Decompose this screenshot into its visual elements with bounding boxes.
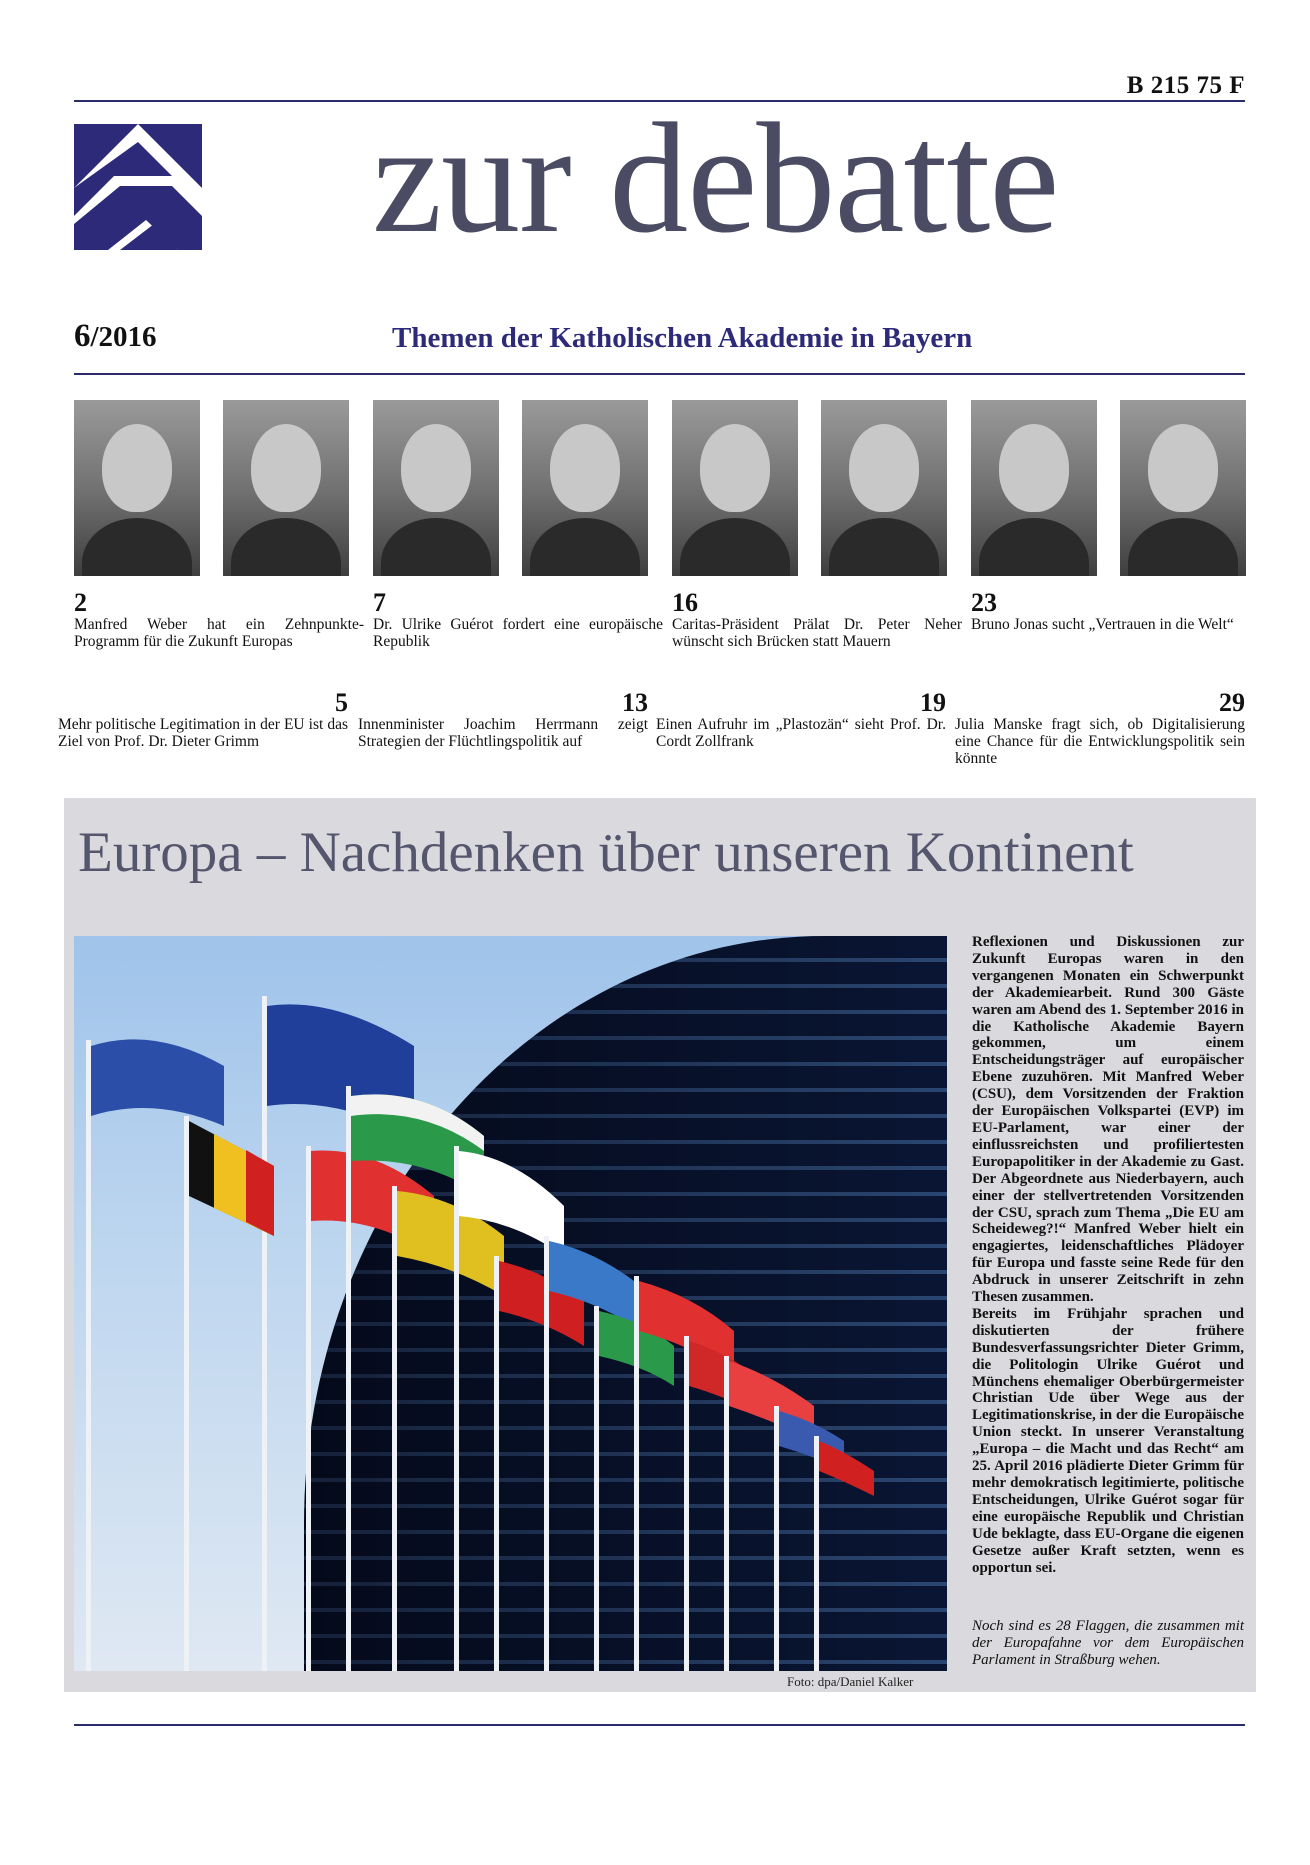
contents-text: Julia Manske fragt sich, ob Digitalisierung eine Chance für die Entwicklungspolitik sein könnte xyxy=(955,716,1245,767)
contents-item[interactable] xyxy=(955,690,1245,767)
contents-text: Bruno Jonas sucht „Vertrauen in die Welt“ xyxy=(971,616,1234,633)
contents-item[interactable] xyxy=(656,690,946,750)
portrait-manfred-weber xyxy=(74,400,200,576)
magazine-subtitle: Themen der Katholischen Akademie in Bayern xyxy=(392,322,973,354)
contents-text: Caritas-Präsident Prälat Dr. Peter Neher wünscht sich Brücken statt Mauern xyxy=(672,616,962,650)
page-number: 19 xyxy=(920,688,946,717)
portrait-bruno-jonas xyxy=(971,400,1097,576)
body-paragraph: Bereits im Frühjahr sprachen und diskutierten der frühere Bundesverfassungsrichter Dieter Grimm, die Politologin Ulrike Guérot und Münchens ehemaliger Oberbürgermeister Christian Ude über Wege aus der Legitimationskrise, in der die Europäische Union steckt. In unserer Veranstaltung „Europa – die Macht und das Recht“ am 25. April 2016 plädierte Dieter Grimm für mehr demokratisch legitimierte, politische Entscheidungen, Ulrike Guérot sogar für eine europäische Republik und Christian Ude beklagte, dass EU-Organe die eigenen Gesetze außer Kraft setzten, wenn es opportun sei. xyxy=(972,1305,1244,1576)
contents-text: Manfred Weber hat ein Zehnpunkte-Programm für die Zukunft Europas xyxy=(74,616,364,650)
issue-year: /2016 xyxy=(90,321,157,353)
portrait-dieter-grimm xyxy=(223,400,349,576)
academy-logo xyxy=(74,124,202,250)
issn-number: B 215 75 F xyxy=(1126,72,1245,99)
photo-caption: Noch sind es 28 Flaggen, die zusammen mit der Europafahne vor dem Europäischen Parlament in Straßburg wehen. xyxy=(972,1618,1244,1668)
flags-illustration xyxy=(74,936,947,1671)
page-number: 13 xyxy=(622,688,648,717)
contents-item[interactable] xyxy=(672,590,962,650)
contents-text: Mehr politische Legitimation in der EU ist das Ziel von Prof. Dr. Dieter Grimm xyxy=(58,716,348,750)
page-number: 7 xyxy=(373,588,386,617)
contents-text: Dr. Ulrike Guérot fordert eine europäische Republik xyxy=(373,616,663,650)
contents-item[interactable] xyxy=(58,690,348,750)
page-number: 5 xyxy=(335,688,348,717)
bottom-rule xyxy=(74,1724,1245,1726)
feature-section xyxy=(64,798,1256,1692)
masthead-rule xyxy=(74,373,1245,375)
body-paragraph: Reflexionen und Diskussionen zur Zukunft Europas waren in den vergangenen Monaten ein Schwerpunkt der Akademiearbeit. Rund 300 Gäste waren am Abend des 1. September 2016 in die Katholische Akademie Bayern gekommen, um einem Entscheidungsträger auf europäischer Ebene zuzuhören. Mit Manfred Weber (CSU), dem Vorsitzenden der Fraktion der Europäischen Volkspartei (EVP) im EU-Parlament, war einer der einflussreichsten und profiliertesten Europapolitiker in der Akademie zu Gast. Der Abgeordnete aus Niederbayern, auch einer der stellvertretenden Vorsitzenden der CSU, sprach zum Thema „Die EU am Scheideweg?!“ Manfred Weber hielt ein engagiertes, leidenschaftliches Plädoyer für Europa und fasste seine Rede für den Abdruck in unserer Zeitschrift in zehn Thesen zusammen. xyxy=(972,934,1244,1306)
contents-text: Innenminister Joachim Herrmann zeigt Strategien der Flüchtlingspolitik auf xyxy=(358,716,648,750)
page-number: 23 xyxy=(971,588,997,617)
page-number: 2 xyxy=(74,588,87,617)
portrait-joachim-herrmann xyxy=(522,400,648,576)
photo-credit: Foto: dpa/Daniel Kalker xyxy=(787,1674,914,1689)
page-number: 16 xyxy=(672,588,698,617)
contents-text: Einen Aufruhr im „Plastozän“ sieht Prof. Dr. Cordt Zollfrank xyxy=(656,716,946,750)
contents-item[interactable] xyxy=(971,590,1261,633)
contents-item[interactable] xyxy=(373,590,663,650)
portrait-ulrike-guerot xyxy=(373,400,499,576)
feature-body xyxy=(972,934,1244,1576)
portrait-julia-manske xyxy=(1120,400,1246,576)
issue-number: 6 xyxy=(74,318,91,354)
magazine-title: zur debatte xyxy=(372,91,1059,266)
portrait-peter-neher xyxy=(672,400,798,576)
contents-item[interactable] xyxy=(358,690,648,750)
portrait-cordt-zollfrank xyxy=(821,400,947,576)
page-number: 29 xyxy=(1219,688,1245,717)
contents-item[interactable] xyxy=(74,590,364,650)
feature-headline: Europa – Nachdenken über unseren Kontinent xyxy=(78,821,1134,884)
issue-label xyxy=(74,318,157,355)
feature-photo-eu-flags xyxy=(74,936,947,1671)
